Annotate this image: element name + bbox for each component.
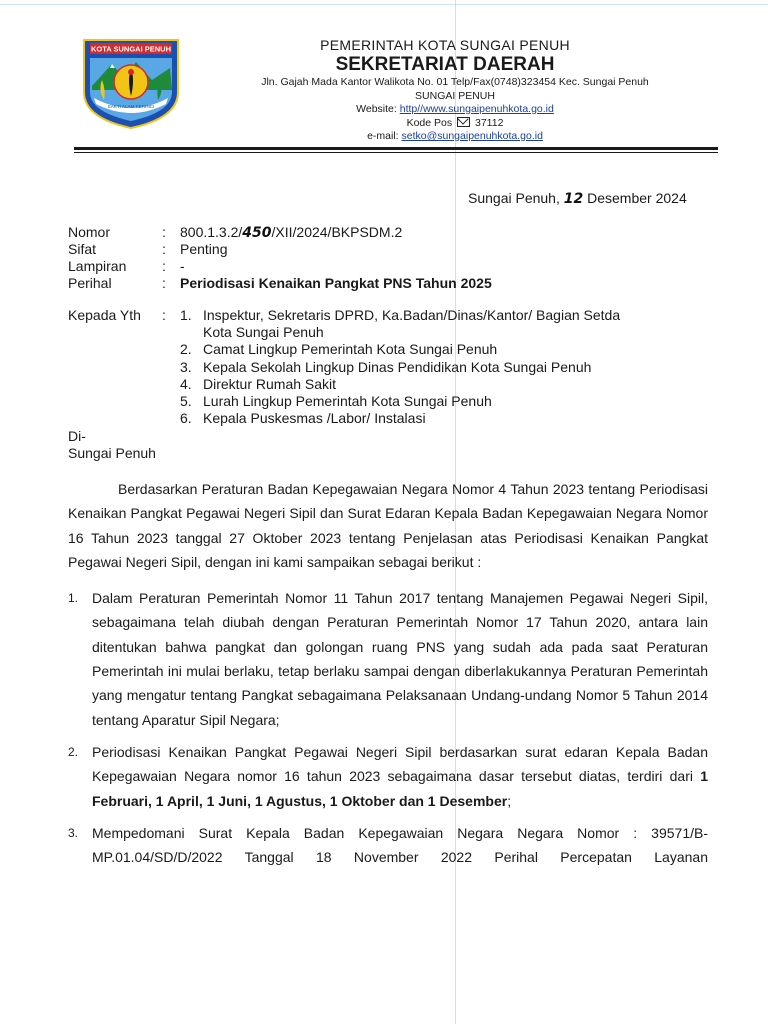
- government-name: PEMERINTAH KOTA SUNGAI PENUH: [320, 37, 570, 53]
- letter-number: 800.1.3.2/450/XII/2024/BKPSDM.2: [180, 224, 403, 241]
- list-item: 3. Kepala Sekolah Lingkup Dinas Pendidikan Kota Sungai Penuh: [180, 358, 592, 375]
- postal-code-line: [195, 117, 715, 131]
- website-link[interactable]: http//www.sungaipenuhkota.go.id: [399, 103, 554, 115]
- logo-text: KOTA SUNGAI PENUH: [90, 44, 172, 54]
- list-item: 3. Mempedomani Surat Kepala Badan Kepegawaian Negara Negara Nomor : 39571/B-MP.01.04/SD/D/2022 Tanggal 18 November 2022 Perihal Percepatan Layanan: [68, 824, 708, 866]
- field-colon: :: [162, 224, 166, 240]
- list-item: 2. Periodisasi Kenaikan Pangkat Pegawai Negeri Sipil berdasarkan surat edaran Kepala Badan Kepegawaian Negara nomor 16 tahun 2023 sebagaimana dasar tersebut diatas, terdiri dari 1 Februari, 1 April, 1 Juni, 1 Agustus, 1 Oktober dan 1 Desember;: [68, 743, 708, 809]
- recipients-list: [180, 307, 700, 427]
- letter-number-handwritten: 450: [242, 225, 272, 241]
- period-dates: 1 Februari, 1 April, 1 Juni, 1 Agustus, 1 Oktober dan 1 Desember: [92, 768, 708, 809]
- recipient-location: Di- Sungai Penuh: [68, 428, 156, 461]
- office-address: Jln. Gajah Mada Kantor Walikota No. 01 Telp/Fax(0748)323454 Kec. Sungai Penuh: [261, 76, 649, 88]
- envelope-icon: [457, 117, 470, 127]
- office-name: SEKRETARIAT DAERAH: [335, 54, 555, 75]
- list-item: 6. Kepala Puskesmas /Labor/ Instalasi: [180, 410, 426, 427]
- scan-artifact-line: [0, 4, 768, 5]
- field-label: Perihal: [68, 275, 112, 291]
- field-colon: :: [162, 258, 166, 274]
- letter-date: [468, 190, 687, 207]
- list-item: 1. Dalam Peraturan Pemerintah Nomor 11 Tahun 2017 tentang Manajemen Pegawai Negeri Sipil, sebagaimana telah diubah dengan Peraturan Pemerintah Nomor 17 Tahun 2020, antara lain ditentukan bahwa pangkat dan golongan ruang PNS yang sudah ada pada saat Peraturan Pemerintah ini mulai berlaku, tetap berlaku sampai dengan diberlakukannya Peraturan Pemerintah yang mengatur tentang Pangkat sebagaimana Pelaksanaan Undang-undang Nomor 5 Tahun 2014 tentang Aparatur Sipil Negara;: [68, 590, 708, 728]
- letterhead: [195, 36, 715, 144]
- field-label: Nomor: [68, 224, 111, 240]
- field-value: Penting: [180, 241, 228, 257]
- field-colon: :: [162, 241, 166, 257]
- field-label: Sifat: [68, 241, 97, 257]
- list-item: 1. Inspektur, Sekretaris DPRD, Ka.Badan/Dinas/Kantor/ Bagian Setda Kota Sungai Penuh: [180, 307, 621, 341]
- date-day-handwritten: 12: [563, 191, 584, 207]
- field-value: -: [180, 258, 185, 274]
- city-emblem-logo: [80, 34, 182, 130]
- intro-paragraph: Berdasarkan Peraturan Badan Kepegawaian Negara Nomor 4 Tahun 2023 tentang Periodisasi Kenaikan Pangkat Pegawai Negeri Sipil dan Surat Edaran Kepala Badan Kepegawaian Negara Nomor 16 Tahun 2023 tanggal 27 Oktober 2023 tentang Penjelasan atas Periodisasi Kenaikan Pangkat Pegawai Negeri Sipil, dengan ini kami sampaikan sebagai berikut :: [68, 481, 708, 570]
- date-place: Sungai Penuh,: [468, 190, 560, 206]
- list-item: 4. Direktur Rumah Sakit: [180, 375, 337, 392]
- logo-motto: SAKTI ALAM KERINCI: [107, 104, 155, 109]
- website-label: Website:: [356, 103, 397, 115]
- website-line: [195, 103, 715, 117]
- letter-subject: Periodisasi Kenaikan Pangkat PNS Tahun 2025: [180, 275, 492, 291]
- email-line: [195, 130, 715, 144]
- email-label: e-mail:: [367, 130, 399, 142]
- letter-body: [68, 477, 708, 877]
- list-item: 2. Camat Lingkup Pemerintah Kota Sungai Penuh: [180, 341, 498, 358]
- field-colon: :: [162, 307, 166, 323]
- postal-code: 37112: [474, 116, 504, 129]
- recipients-label: Kepada Yth: [68, 307, 141, 323]
- points-list: [68, 586, 708, 869]
- email-link[interactable]: setko@sungaipenuhkota.go.id: [401, 130, 543, 142]
- letterhead-divider-thin: [74, 152, 718, 153]
- field-label: Lampiran: [68, 258, 127, 274]
- postal-code-label: Kode Pos: [406, 116, 453, 129]
- list-item: 5. Lurah Lingkup Pemerintah Kota Sungai Penuh: [180, 393, 492, 410]
- field-colon: :: [162, 275, 166, 291]
- letterhead-divider: [74, 147, 718, 150]
- date-month-year: Desember 2024: [587, 190, 687, 206]
- office-city: SUNGAI PENUH: [415, 89, 495, 102]
